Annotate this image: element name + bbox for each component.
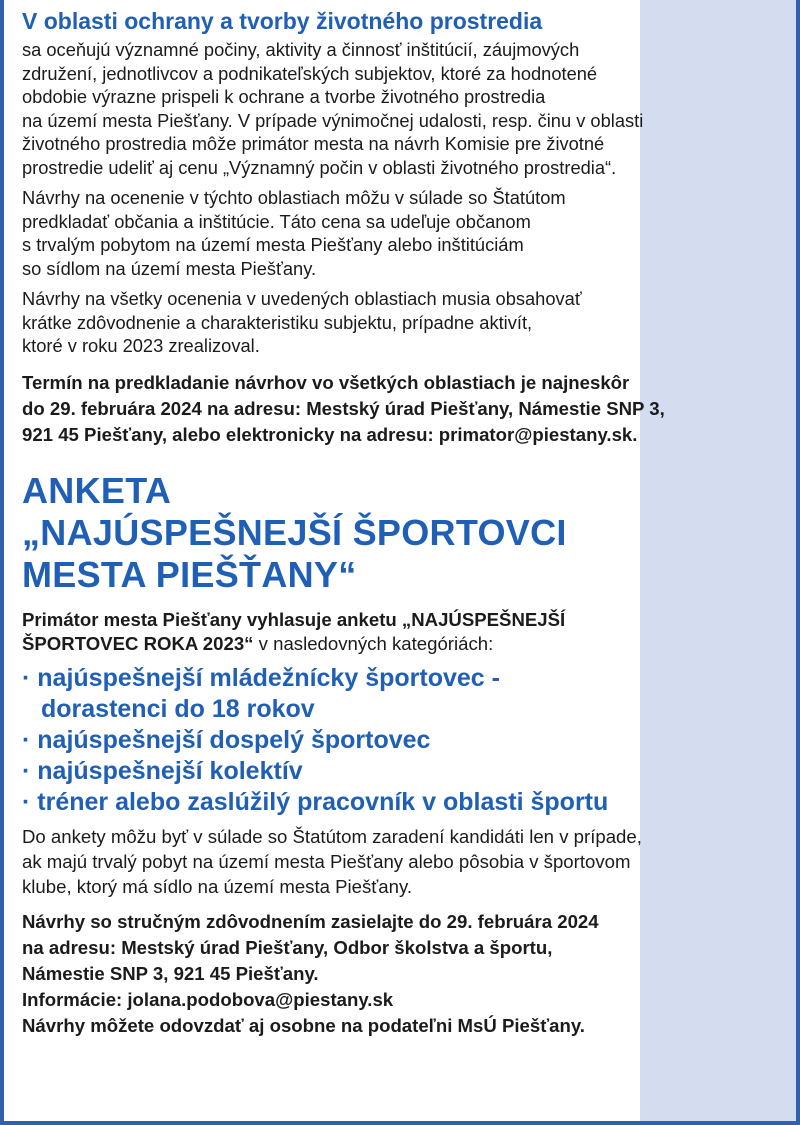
text-line: na území mesta Piešťany. V prípade výnimočnej udalosti, resp. činu v oblasti (22, 109, 644, 131)
title-line: ANKETA (22, 469, 172, 511)
text-line: ktoré v roku 2023 zrealizoval. (22, 335, 260, 356)
text-line: klube, ktorý má sídlo na území mesta Piešťany. (22, 875, 413, 897)
text-line: ak majú trvalý pobyt na území mesta Piešťany alebo pôsobia v športovom (22, 850, 631, 872)
survey-eligibility (22, 824, 792, 899)
environment-paragraph-3 (22, 287, 792, 358)
text-line: združení, jednotlivcov a podnikateľských subjektov, ktoré za hodnotené (22, 62, 598, 84)
text-line: životného prostredia môže primátor mesta na návrh Komisie pre životné (22, 133, 605, 154)
text-line: na adresu: Mestský úrad Piešťany, Odbor školstva a športu, (22, 936, 553, 958)
category-item: · najúspešnejší kolektív (22, 756, 303, 785)
text-line: Návrhy môžete odovzdať aj osobne na podateľni MsÚ Piešťany. (22, 1014, 585, 1036)
text-line: Informácie: jolana.podobova@piestany.sk (22, 988, 394, 1010)
text-line: Primátor mesta Piešťany vyhlasuje anketu „NAJÚSPEŠNEJŠÍ (22, 608, 566, 630)
survey-submission (22, 909, 792, 1039)
environment-paragraph-1 (22, 38, 792, 179)
category-item-continued (22, 694, 792, 725)
document-content (22, 6, 792, 1046)
environment-paragraph-2 (22, 186, 792, 280)
text-line: Do ankety môžu byť v súlade so Štatútom zaradení kandidáti len v prípade, (22, 825, 642, 847)
text-line: obdobie výrazne prispeli k ochrane a tvorbe životného prostredia (22, 86, 546, 107)
survey-intro (22, 608, 792, 656)
environment-heading: V oblasti ochrany a tvorby životného prostredia (22, 8, 543, 34)
survey-title (22, 470, 792, 596)
title-line: MESTA PIEŠŤANY“ (22, 553, 357, 595)
text-line: Termín na predkladanie návrhov vo všetkých oblastiach je najneskôr (22, 371, 630, 393)
text-line: sa oceňujú významné počiny, aktivity a činnosť inštitúcií, záujmových (22, 39, 580, 60)
text-line: Návrhy na všetky ocenenia v uvedených oblastiach musia obsahovať (22, 288, 582, 309)
intro-rest: v nasledovných kategóriách: (253, 632, 494, 654)
text-line: do 29. februára 2024 na adresu: Mestský úrad Piešťany, Námestie SNP 3, (22, 397, 665, 419)
text-line: krátke zdôvodnenie a charakteristiku subjektu, prípadne aktivít, (22, 311, 533, 333)
text-line: prostredie udeliť aj cenu „Významný počin v oblasti životného prostredia“. (22, 156, 617, 178)
title-line: „NAJÚSPEŠNEJŠÍ ŠPORTOVCI (22, 511, 567, 553)
category-item: · najúspešnejší mládežnícky športovec - (22, 663, 500, 692)
category-text: dorastenci do 18 rokov (41, 694, 315, 723)
category-item: · tréner alebo zaslúžilý pracovník v oblasti športu (22, 787, 609, 816)
text-line (22, 632, 792, 656)
text-line: so sídlom na území mesta Piešťany. (22, 257, 317, 279)
environment-deadline (22, 370, 792, 448)
text-line: 921 45 Piešťany, alebo elektronicky na adresu: primator@piestany.sk. (22, 423, 638, 445)
text-line: predkladať občania a inštitúcie. Táto cena sa udeľuje občanom (22, 210, 531, 232)
category-item: · najúspešnejší dospelý športovec (22, 725, 431, 754)
category-list (22, 663, 792, 818)
text-line: Námestie SNP 3, 921 45 Piešťany. (22, 962, 319, 984)
text-line: Návrhy na ocenenie v týchto oblastiach môžu v súlade so Štatútom (22, 187, 566, 208)
intro-highlight: ŠPORTOVEC ROKA 2023“ (22, 632, 254, 654)
text-line: Návrhy so stručným zdôvodnením zasielajte do 29. februára 2024 (22, 910, 599, 932)
text-line: s trvalým pobytom na území mesta Piešťany alebo inštitúciám (22, 234, 524, 255)
